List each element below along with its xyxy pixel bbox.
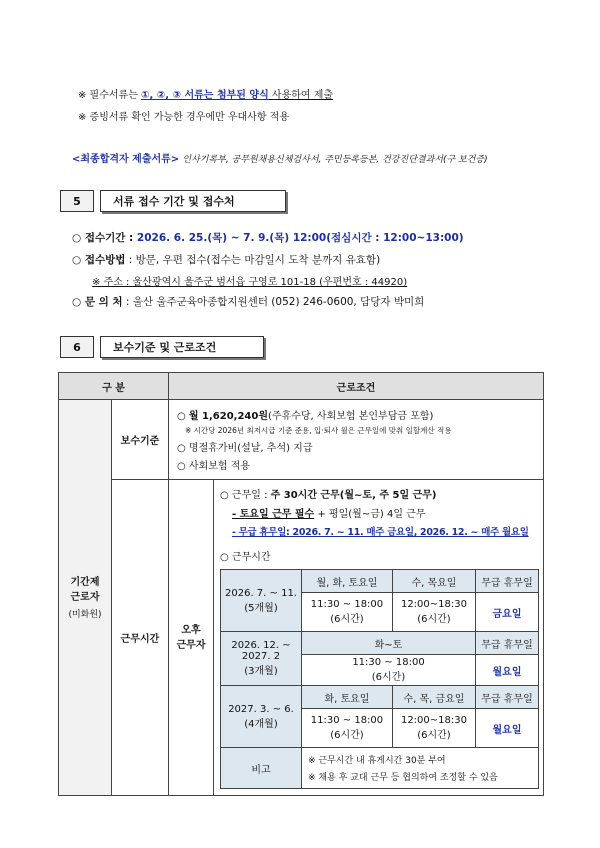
required-docs-suffix: 사용하여 제출 xyxy=(268,90,334,101)
period-3-off-head: 무급 휴무일 xyxy=(476,686,539,709)
period-3-off-val: 월요일 xyxy=(476,709,539,748)
remark-label: 비고 xyxy=(221,748,302,789)
period-3-col2-val: 12:00~18:30 (6시간) xyxy=(392,709,475,748)
period-3-col1-head: 화, 토요일 xyxy=(302,686,393,709)
worker-type: 기간제 근로자 xyxy=(70,577,100,603)
section-5-header xyxy=(60,190,286,212)
pay-note: ※ 시간당 2026년 최저시급 기준 준용, 입·퇴사 월은 근무일에 맞춰 일할계산 적용 xyxy=(185,426,452,435)
period-2-col1-val: 11:30 ~ 18:00 (6시간) xyxy=(302,655,476,686)
workday-line-2: - 토요일 근무 필수 + 평일(월~금) 4일 근무 xyxy=(232,509,426,520)
period-1-col1-val: 11:30 ~ 18:00 (6시간) xyxy=(302,593,393,632)
address-line: ※ 주소 : 울산광역시 울주군 범서읍 구영로 101-18 (우편번호 : 44920) xyxy=(92,277,408,288)
period-value: 2026. 6. 25.(목) ~ 7. 9.(목) 12:00(점심시간 : 12:00~13:00) xyxy=(136,232,464,244)
period-2: 2026. 12. ~ 2027. 2 (3개월) xyxy=(221,632,302,686)
contact-label: ○ 문 의 처 xyxy=(72,296,123,308)
pay-content xyxy=(169,400,544,480)
required-docs-prefix: ※ 필수서류는 xyxy=(78,90,142,101)
conditions-table xyxy=(58,372,544,796)
header-category: 구 분 xyxy=(59,373,169,400)
final-docs-items: 인사기록부, 공무원채용신체검사서, 주민등록등본, 건강진단결과서(구 보건증) xyxy=(182,155,488,165)
period-1-col2-val: 12:00~18:30 (6시간) xyxy=(392,593,475,632)
method-value: : 방문, 우편 접수(접수는 마감일시 도착 분까지 유효함) xyxy=(125,254,381,266)
period-1-col1-head: 월, 화, 토요일 xyxy=(302,570,393,593)
header-conditions: 근로조건 xyxy=(169,373,544,400)
worktime-table xyxy=(220,569,539,789)
period-1: 2026. 7. ~ 11. (5개월) xyxy=(221,570,302,632)
section-6-number: 6 xyxy=(60,336,94,358)
section-6-title: 보수기준 및 근로조건 xyxy=(100,336,264,358)
period-line xyxy=(72,230,464,245)
contact-line xyxy=(72,294,424,309)
required-docs-note xyxy=(78,86,333,101)
workday-line: ○ 근무일 : 주 30시간 근무(월~토, 주 5일 근무) xyxy=(220,490,437,501)
section-6-header xyxy=(60,336,264,358)
pay-line-3: ○ 사회보험 적용 xyxy=(177,461,251,472)
workday-line-3: - 무급 휴무일: 2026. 7. ~ 11. 매주 금요일, 2026. 12. ~ 매주 월요일 xyxy=(232,527,529,538)
worker-type-cell xyxy=(59,400,112,796)
period-2-col1-head: 화~토 xyxy=(302,632,476,655)
pay-line-2: ○ 명절휴가비(설날, 추석) 지급 xyxy=(177,443,313,454)
contact-value: : 울산 울주군육아종합지원센터 (052) 246-0600, 담당자 박미희 xyxy=(122,296,425,308)
remark-2: ※ 채용 후 교대 근무 등 협의하여 조정할 수 있음 xyxy=(308,773,498,783)
pay-label: 보수기준 xyxy=(112,400,169,480)
section-5-title: 서류 접수 기간 및 접수처 xyxy=(100,190,286,212)
period-1-col2-head: 수, 목요일 xyxy=(392,570,475,593)
period-3: 2027. 3. ~ 6. (4개월) xyxy=(221,686,302,748)
hours-label: 근무시간 xyxy=(112,480,169,796)
section-5-number: 5 xyxy=(60,190,94,212)
final-docs-line xyxy=(72,150,488,165)
period-label: ○ 접수기간 : xyxy=(72,232,137,244)
pay-line-1: ○ 월 1,620,240원(주휴수당, 사회보험 본인부담금 포함) xyxy=(177,411,434,422)
final-docs-label: <최종합격자 제출서류> xyxy=(72,154,180,165)
period-1-off-head: 무급 휴무일 xyxy=(476,570,539,593)
remark-1: ※ 근무시간 내 휴게시간 30분 부여 xyxy=(308,756,446,766)
required-docs-nums: ①, ②, ③ 서류는 첨부된 양식 xyxy=(141,90,269,101)
method-label: ○ 접수방법 xyxy=(72,254,126,266)
worktime-title: ○ 근무시간 xyxy=(220,552,271,563)
period-2-off-head: 무급 휴무일 xyxy=(476,632,539,655)
period-3-col2-head: 수, 목, 금요일 xyxy=(392,686,475,709)
remark-content xyxy=(302,748,539,789)
period-3-col1-val: 11:30 ~ 18:00 (6시간) xyxy=(302,709,393,748)
shift-label: 오후 근무자 xyxy=(169,480,214,796)
method-line xyxy=(72,252,380,267)
worker-sub: (미화원) xyxy=(68,610,102,620)
hours-content xyxy=(214,480,544,796)
period-2-off-val: 월요일 xyxy=(476,655,539,686)
proof-docs-note: ※ 증빙서류 확인 가능한 경우에만 우대사항 적용 xyxy=(78,112,289,123)
period-1-off-val: 금요일 xyxy=(476,593,539,632)
